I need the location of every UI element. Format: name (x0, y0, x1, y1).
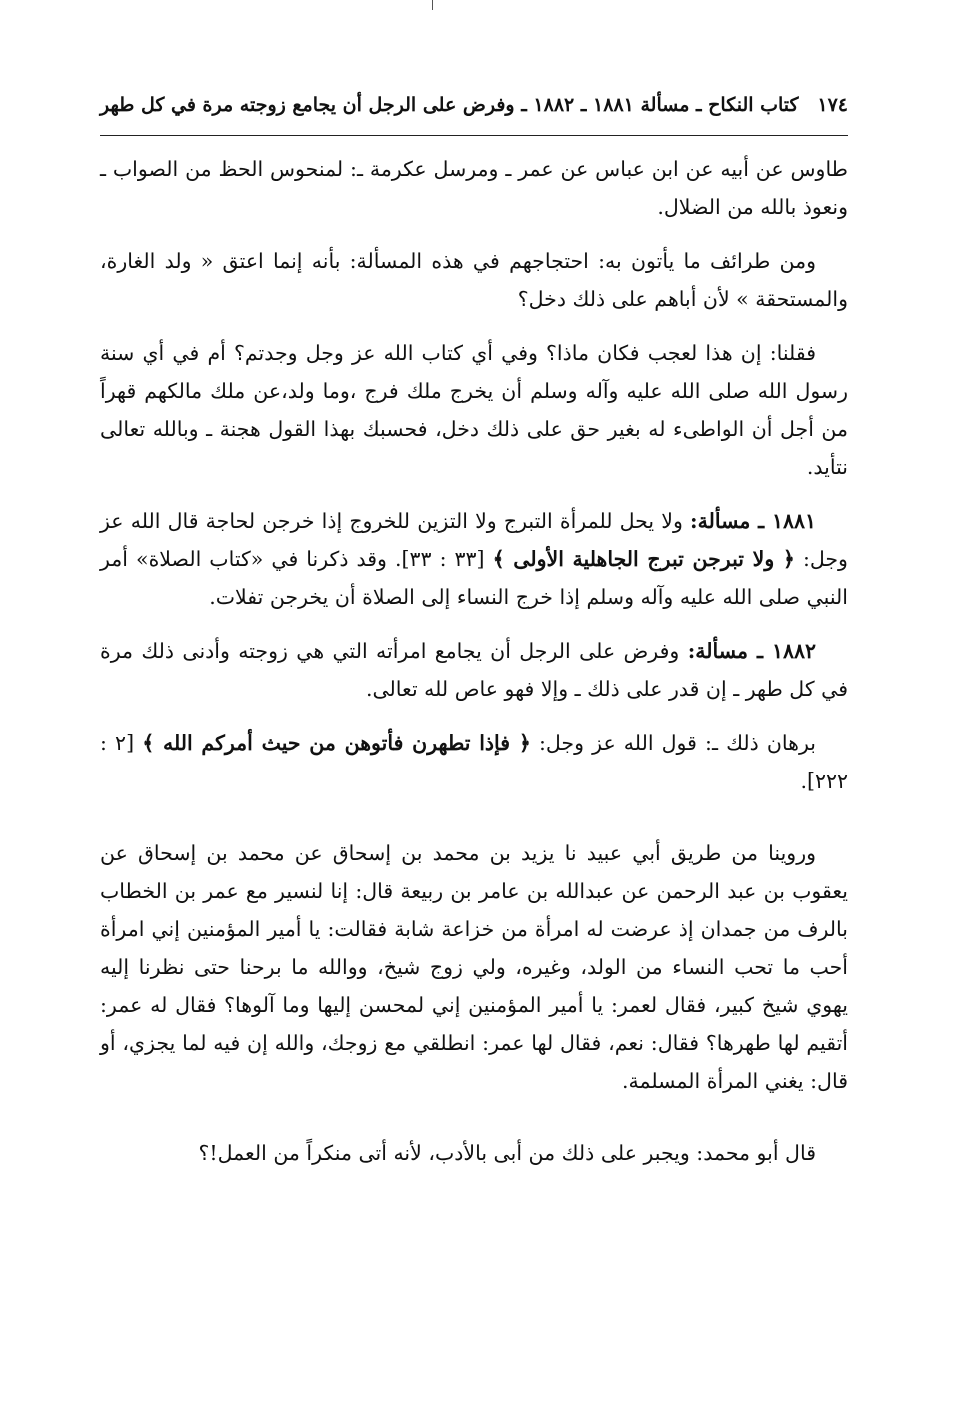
proof-text-b: [٢ : ٢٢٢]. (100, 731, 848, 793)
paragraph-1: طاوس عن أبيه عن ابن عباس عن عمر ـ ومرسل عكرمة ـ: لمنحوس الحظ من الصواب ـ ونعوذ بالله من الضلال. (100, 157, 848, 219)
issue-text-1882: وفرض على الرجل أن يجامع امرأته التي هي زوجته وأدنى ذلك مرة في كل طهر ـ إن قدر على ذلك ـ وإلا فهو عاص لله تعالى. (100, 639, 848, 701)
paragraph-proof (100, 724, 848, 800)
issue-label-1882: ١٨٨٢ ـ مسألة: (687, 639, 816, 663)
paragraph-issue-1882 (100, 632, 848, 708)
scan-mark (432, 0, 433, 10)
issue-text-1881-b: [٣٣ : ٣٣]. وقد ذكرنا في «كتاب الصلاة» أمر النبي صلى الله عليه وآله وسلم إذا خرج النساء إلى الصلاة أن يخرجن تفلات. (100, 547, 848, 609)
issue-label-1881: ١٨٨١ ـ مسألة: (690, 509, 816, 533)
page-number: ١٧٤ (817, 94, 848, 116)
running-title: كتاب النكاح ـ مسألة ١٨٨١ ـ ١٨٨٢ ـ وفرض على الرجل أن يجامع زوجته مرة في كل طهر (100, 94, 799, 116)
paragraph-conclusion: قال أبو محمد: ويجبر على ذلك من أبى بالأدب، لأنه أتى منكراً من العمل!؟ (198, 1141, 816, 1165)
quran-quote-proof: ﴿ فإذا تطهرن فأتوهن من حيث أمركم الله ﴾ (142, 731, 531, 755)
paragraph-narration: وروينا من طريق أبي عبيد نا يزيد بن محمد بن إسحاق عن محمد بن إسحاق عن يعقوب بن عبد الرحمن عن عبدالله بن عامر بن ربيعة قال: إنا لنسير مع عمر بن الخطاب بالرف من جمدان إذ عرضت له امرأة من خزاعة شابة فقالت: يا أمير المؤمنين إني امرأة أحب ما تحب النساء من الولد، وغيره، ولي زوج شيخ، ووالله ما برحنا حتى نظرنا إليه يهوي شيخ كبير، فقال لعمر: يا أمير المؤمنين إني لمحسن إليها وما آلوها؟ فقال له عمر: أتقيم لها طهرها؟ فقال: نعم، فقال لها عمر: انطلقي مع زوجك، والله إن فيه لما يجزي، أو قال: يغني المرأة المسلمة. (100, 841, 848, 1093)
page-body (100, 150, 848, 1188)
issue-text-1881-a: ولا يحل للمرأة التبرج ولا التزين للخروج إذا خرجن لحاجة قال الله عز وجل: (100, 509, 848, 571)
paragraph-3: فقلنا: إن هذا لعجب فكان ماذا؟ وفي أي كتاب الله عز وجل وجدتم؟ أم في أي سنة رسول الله صلى الله عليه وآله وسلم أن يخرج ملك فرج ،وما ولد،عن ملك مالكهم قهراً من أجل أن الواطىء له بغير حق على ذلك دخل، فحسبك بهذا القول هجنة ـ وبالله تعالى نتأيد. (100, 341, 848, 479)
paragraph-issue-1881 (100, 502, 848, 616)
header-rule (100, 135, 848, 136)
running-header (100, 80, 848, 130)
paragraph-2: ومن طرائف ما يأتون به: احتجاجهم في هذه المسألة: بأنه إنما اعتق « ولد الغارة، والمستحقة » لأن أباهم على ذلك دخل؟ (100, 249, 848, 311)
quran-quote-1881: ﴿ ولا تبرجن تبرج الجاهلية الأولى ﴾ (492, 547, 795, 571)
proof-text-a: برهان ذلك ـ: قول الله عز وجل: (539, 731, 816, 755)
